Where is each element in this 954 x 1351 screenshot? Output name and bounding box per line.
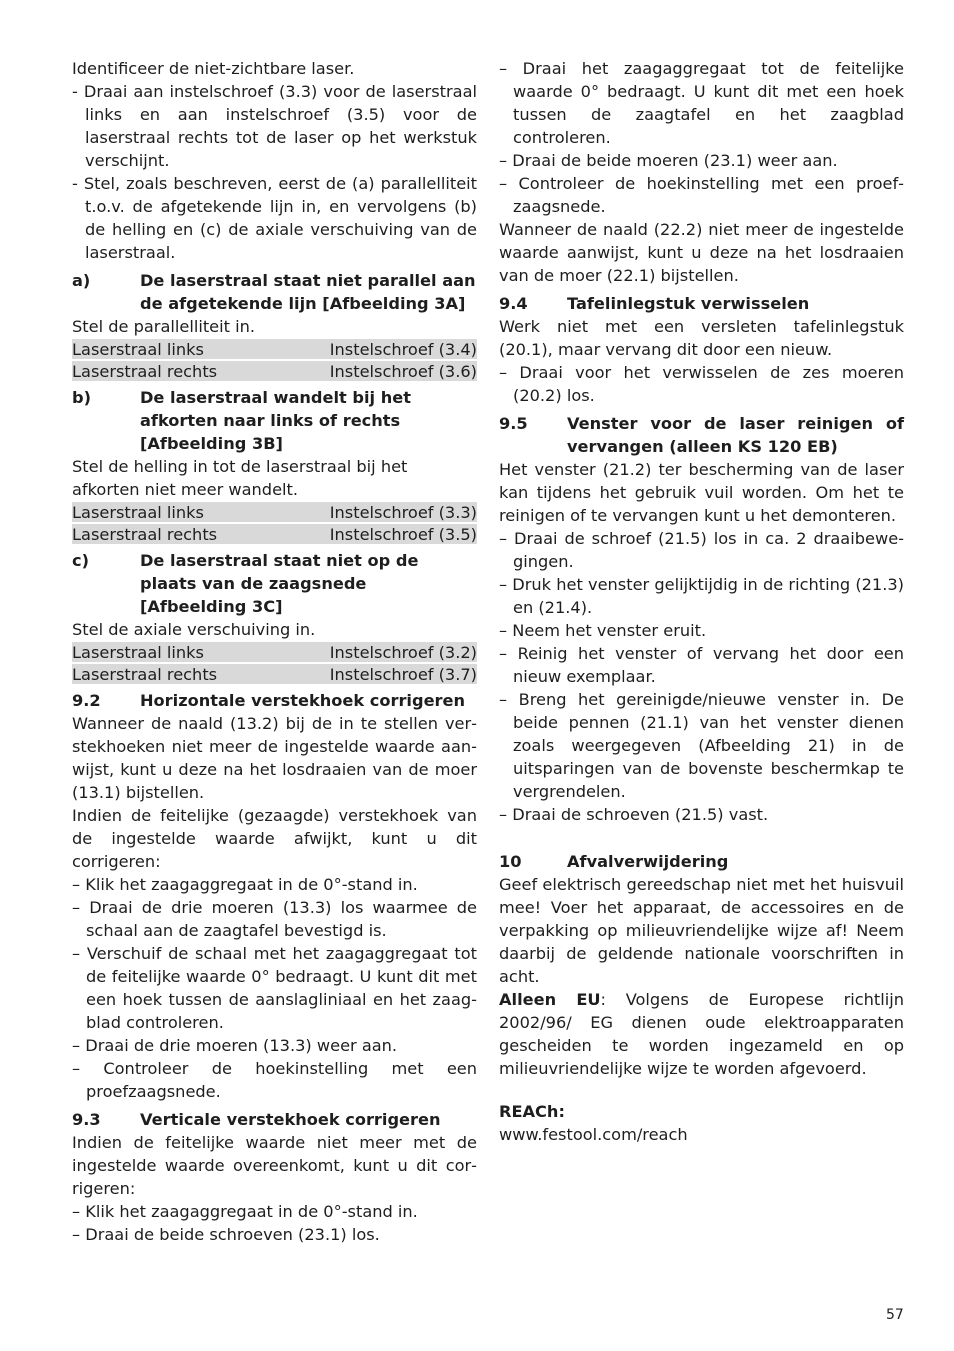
section-number: 9.4 xyxy=(499,294,528,313)
section-text: Stel de axiale verschuiving in. xyxy=(72,620,316,639)
paragraph: Wanneer de naald (22.2) niet meer de ingestelde waarde aanwijst, kunt u deze na het losdraaien van de moer (22.1) bijstellen. xyxy=(499,220,904,285)
list-item: - Draai aan instelschroef (3.3) voor de laserstraal links en aan instelschroef (3.5) voor de laserstraal rechts tot de laser op het werkstuk verschijnt. xyxy=(72,82,477,170)
section-text: Stel de helling in tot de laserstraal bij het afkorten niet meer wandelt. xyxy=(72,457,408,499)
section-title: De laserstraal staat niet parallel aan de afgetekende lijn [Afbeelding 3A] xyxy=(140,271,476,313)
section-number: a) xyxy=(72,271,91,290)
section-heading-b xyxy=(72,386,477,455)
list-item: – Reinig het venster of vervang het door een nieuw exemplaar. xyxy=(499,644,904,686)
page-number: 57 xyxy=(886,1307,904,1323)
spacer xyxy=(499,826,904,845)
list-item: – Draai de schroeven (21.5) vast. xyxy=(499,805,769,824)
section-heading-9-4 xyxy=(499,292,904,315)
intro-text: Identificeer de niet-zichtbare laser. xyxy=(72,59,355,78)
section-title: Afvalverwijdering xyxy=(567,852,729,871)
table-cell-value: Instelschroef (3.2) xyxy=(329,643,477,662)
table-cell-label: Laserstraal links xyxy=(72,643,204,662)
section-number: 9.3 xyxy=(72,1110,101,1129)
section-heading-10 xyxy=(499,850,904,873)
table-row xyxy=(72,502,477,522)
table-row xyxy=(72,642,477,662)
list-item: – Draai de drie moeren (13.3) los waarmee de schaal aan de zaagtafel bevestigd is. xyxy=(72,898,477,940)
spacer xyxy=(499,1080,904,1100)
paragraph: Het venster (21.2) ter bescherming van de laser kan tijdens het gebruik vuil worden. Om het te reinigen of te vervangen kunt u het demonteren. xyxy=(499,460,904,525)
section-number: c) xyxy=(72,551,89,570)
table-row xyxy=(72,524,477,544)
paragraph: Wanneer de naald (13.2) bij de in te stellen verstekhoeken niet meer de ingestelde waarde aanwijst, kunt u deze na het losdraaien van de moer (13.1) bijstellen. xyxy=(72,714,477,802)
reach-title: REACh: xyxy=(499,1102,565,1121)
paragraph: Geef elektrisch gereedschap niet met het huisvuil mee! Voer het apparaat, de accessoires en de verpakking op milieuvriendelijke wijze af! Neem daarbij de geldende nationale voorschriften in acht. xyxy=(499,875,904,986)
list-item: – Draai voor het verwisselen de zes moeren (20.2) los. xyxy=(499,363,904,405)
table-cell-label: Laserstraal links xyxy=(72,340,204,359)
list-item: – Breng het gereinigde/nieuwe venster in. De beide pennen (21.1) van het venster dienen zoals weergegeven (Afbeelding 21) in de uitsparingen van de bovenste beschermkap te vergrendelen. xyxy=(499,690,904,801)
table-cell-label: Laserstraal rechts xyxy=(72,525,218,544)
list-item: – Verschuif de schaal met het zaagaggregaat tot de feitelijke waarde 0° bedraagt. U kunt dit met een hoek tussen de aanslagliniaal en het zaagblad controleren. xyxy=(72,944,477,1032)
list-item: – Draai het zaagaggregaat tot de feitelijke waarde 0° bedraagt. U kunt dit met een hoek tussen de zaagtafel en het zaagblad controleren. xyxy=(499,59,904,147)
section-number: 9.5 xyxy=(499,414,528,433)
table-row xyxy=(72,339,477,359)
list-item: – Klik het zaagaggregaat in de 0°-stand in. xyxy=(72,1202,418,1221)
list-item: – Controleer de hoekinstelling met een proefzaagsnede. xyxy=(72,1059,477,1101)
table-cell-value: Instelschroef (3.4) xyxy=(329,340,477,359)
table-cell-label: Laserstraal rechts xyxy=(72,665,218,684)
eu-label: Alleen EU xyxy=(499,990,601,1009)
section-title: De laserstraal wandelt bij het afkorten naar links of rechts [Afbeelding 3B] xyxy=(140,388,411,453)
list-item: – Draai de schroef (21.5) los in ca. 2 draaibewegingen. xyxy=(499,529,904,571)
paragraph: Werk niet met een versleten tafelinlegstuk (20.1), maar vervang dit door een nieuw. xyxy=(499,317,904,359)
table-row xyxy=(72,361,477,381)
section-heading-c xyxy=(72,549,477,618)
section-heading-9-2 xyxy=(72,689,477,712)
section-heading-9-5 xyxy=(499,412,904,458)
section-number: 10 xyxy=(499,852,522,871)
section-title: Verticale verstekhoek corrigeren xyxy=(140,1110,441,1129)
section-title: Tafelinlegstuk verwisselen xyxy=(567,294,810,313)
eu-paragraph xyxy=(499,988,904,1080)
section-title: De laserstraal staat niet op de plaats van de zaagsnede [Afbeelding 3C] xyxy=(140,551,419,616)
table-cell-value: Instelschroef (3.5) xyxy=(329,525,477,544)
table-cell-label: Laserstraal rechts xyxy=(72,362,218,381)
list-item: - Stel, zoals beschreven, eerst de (a) parallelliteit t.o.v. de afgetekende lijn in, en vervolgens (b) de helling en (c) de axiale verschuiving van de laserstraal. xyxy=(72,174,477,262)
list-item: – Controleer de hoekinstelling met een proefzaagsnede. xyxy=(499,174,904,216)
paragraph: Indien de feitelijke (gezaagde) verstekhoek van de ingestelde waarde afwijkt, kunt u dit corrigeren: xyxy=(72,806,477,871)
table-row xyxy=(72,664,477,684)
section-text: Stel de parallelliteit in. xyxy=(72,317,256,336)
list-item: – Druk het venster gelijktijdig in de richting (21.3) en (21.4). xyxy=(499,575,904,617)
table-cell-label: Laserstraal links xyxy=(72,503,204,522)
list-item: – Klik het zaagaggregaat in de 0°-stand in. xyxy=(72,875,418,894)
section-title: Horizontale verstekhoek corrigeren xyxy=(140,691,466,710)
list-item: – Draai de beide schroeven (23.1) los. xyxy=(72,1225,380,1244)
list-item: – Draai de drie moeren (13.3) weer aan. xyxy=(72,1036,398,1055)
section-heading-9-3 xyxy=(72,1108,477,1131)
section-number: b) xyxy=(72,388,91,407)
table-cell-value: Instelschroef (3.6) xyxy=(329,362,477,381)
table-cell-value: Instelschroef (3.7) xyxy=(329,665,477,684)
section-heading-a xyxy=(72,269,477,315)
left-column xyxy=(72,57,477,1246)
right-column xyxy=(499,57,904,1146)
list-item: – Draai de beide moeren (23.1) weer aan. xyxy=(499,151,838,170)
table-cell-value: Instelschroef (3.3) xyxy=(329,503,477,522)
eu-text: : Volgens de Europese richtlijn 2002/96/ EG dienen oude elektroapparaten gescheiden te worden ingezameld en op milieuvriendelijke wijze te worden afgevoerd. xyxy=(499,990,904,1078)
section-number: 9.2 xyxy=(72,691,101,710)
paragraph: Indien de feitelijke waarde niet meer met de ingestelde waarde overeenkomt, kunt u dit corrigeren: xyxy=(72,1133,477,1198)
reach-link[interactable]: www.festool.com/reach xyxy=(499,1125,688,1144)
list-item: – Neem het venster eruit. xyxy=(499,621,707,640)
section-title: Venster voor de laser reinigen of vervangen (alleen KS 120 EB) xyxy=(567,414,904,456)
